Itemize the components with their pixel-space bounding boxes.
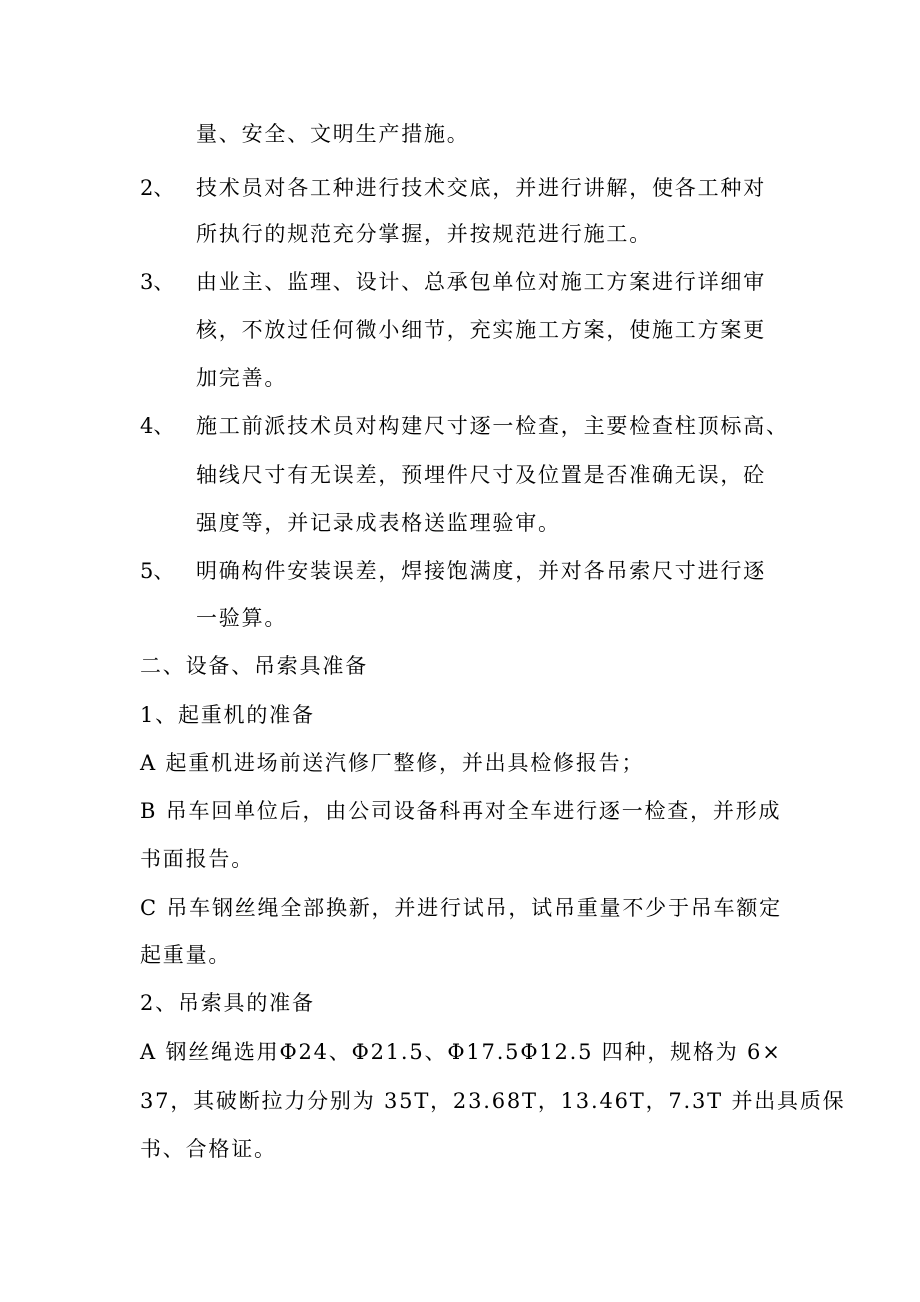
paragraph-line: 书、合格证。 [140,1137,277,1161]
subsection-heading: 1、起重机的准备 [140,703,315,727]
list-item-line: 由业主、监理、设计、总承包单位对施工方案进行详细审 [196,270,766,294]
list-item-line: 明确构件安装误差，焊接饱满度，并对各吊索尺寸进行逐 [196,559,766,583]
list-item-line: 施工前派技术员对构建尺寸逐一检查，主要检查柱顶标高、 [196,414,789,438]
paragraph-line: 起重量。 [140,943,232,967]
subsection-heading: 2、吊索具的准备 [140,991,315,1015]
paragraph-line: 37，其破断拉力分别为 35T，23.68T，13.46T，7.3T 并出具质保 [140,1089,846,1113]
paragraph-line: 书面报告。 [140,847,254,871]
list-item-number: 5、 [140,559,175,583]
list-item-line: 技术员对各工种进行技术交底，并进行讲解，使各工种对 [196,176,766,200]
list-item-number: 4、 [140,414,175,438]
paragraph-line: C 吊车钢丝绳全部换新，并进行试吊，试吊重量不少于吊车额定 [140,896,782,920]
list-item-number: 3、 [140,270,175,294]
list-item-line: 轴线尺寸有无误差，预埋件尺寸及位置是否准确无误，砼 [196,463,766,487]
paragraph-line: A 钢丝绳选用Φ24、Φ21.5、Φ17.5Φ12.5 四种，规格为 6× [140,1040,782,1064]
paragraph-line: B 吊车回单位后，由公司设备科再对全车进行逐一检查，并形成 [140,799,782,823]
list-item-line: 加完善。 [196,366,288,390]
paragraph-line: A 起重机进场前送汽修厂整修，并出具检修报告； [140,751,645,775]
list-item-line: 所执行的规范充分掌握，并按规范进行施工。 [196,222,652,246]
list-item-line: 强度等，并记录成表格送监理验审。 [196,511,561,535]
paragraph-line: 量、安全、文明生产措施。 [196,122,470,146]
list-item-line: 核，不放过任何微小细节，充实施工方案，使施工方案更 [196,318,766,342]
list-item-line: 一验算。 [196,606,288,630]
section-heading: 二、设备、吊索具准备 [140,654,368,678]
list-item-number: 2、 [140,176,175,200]
